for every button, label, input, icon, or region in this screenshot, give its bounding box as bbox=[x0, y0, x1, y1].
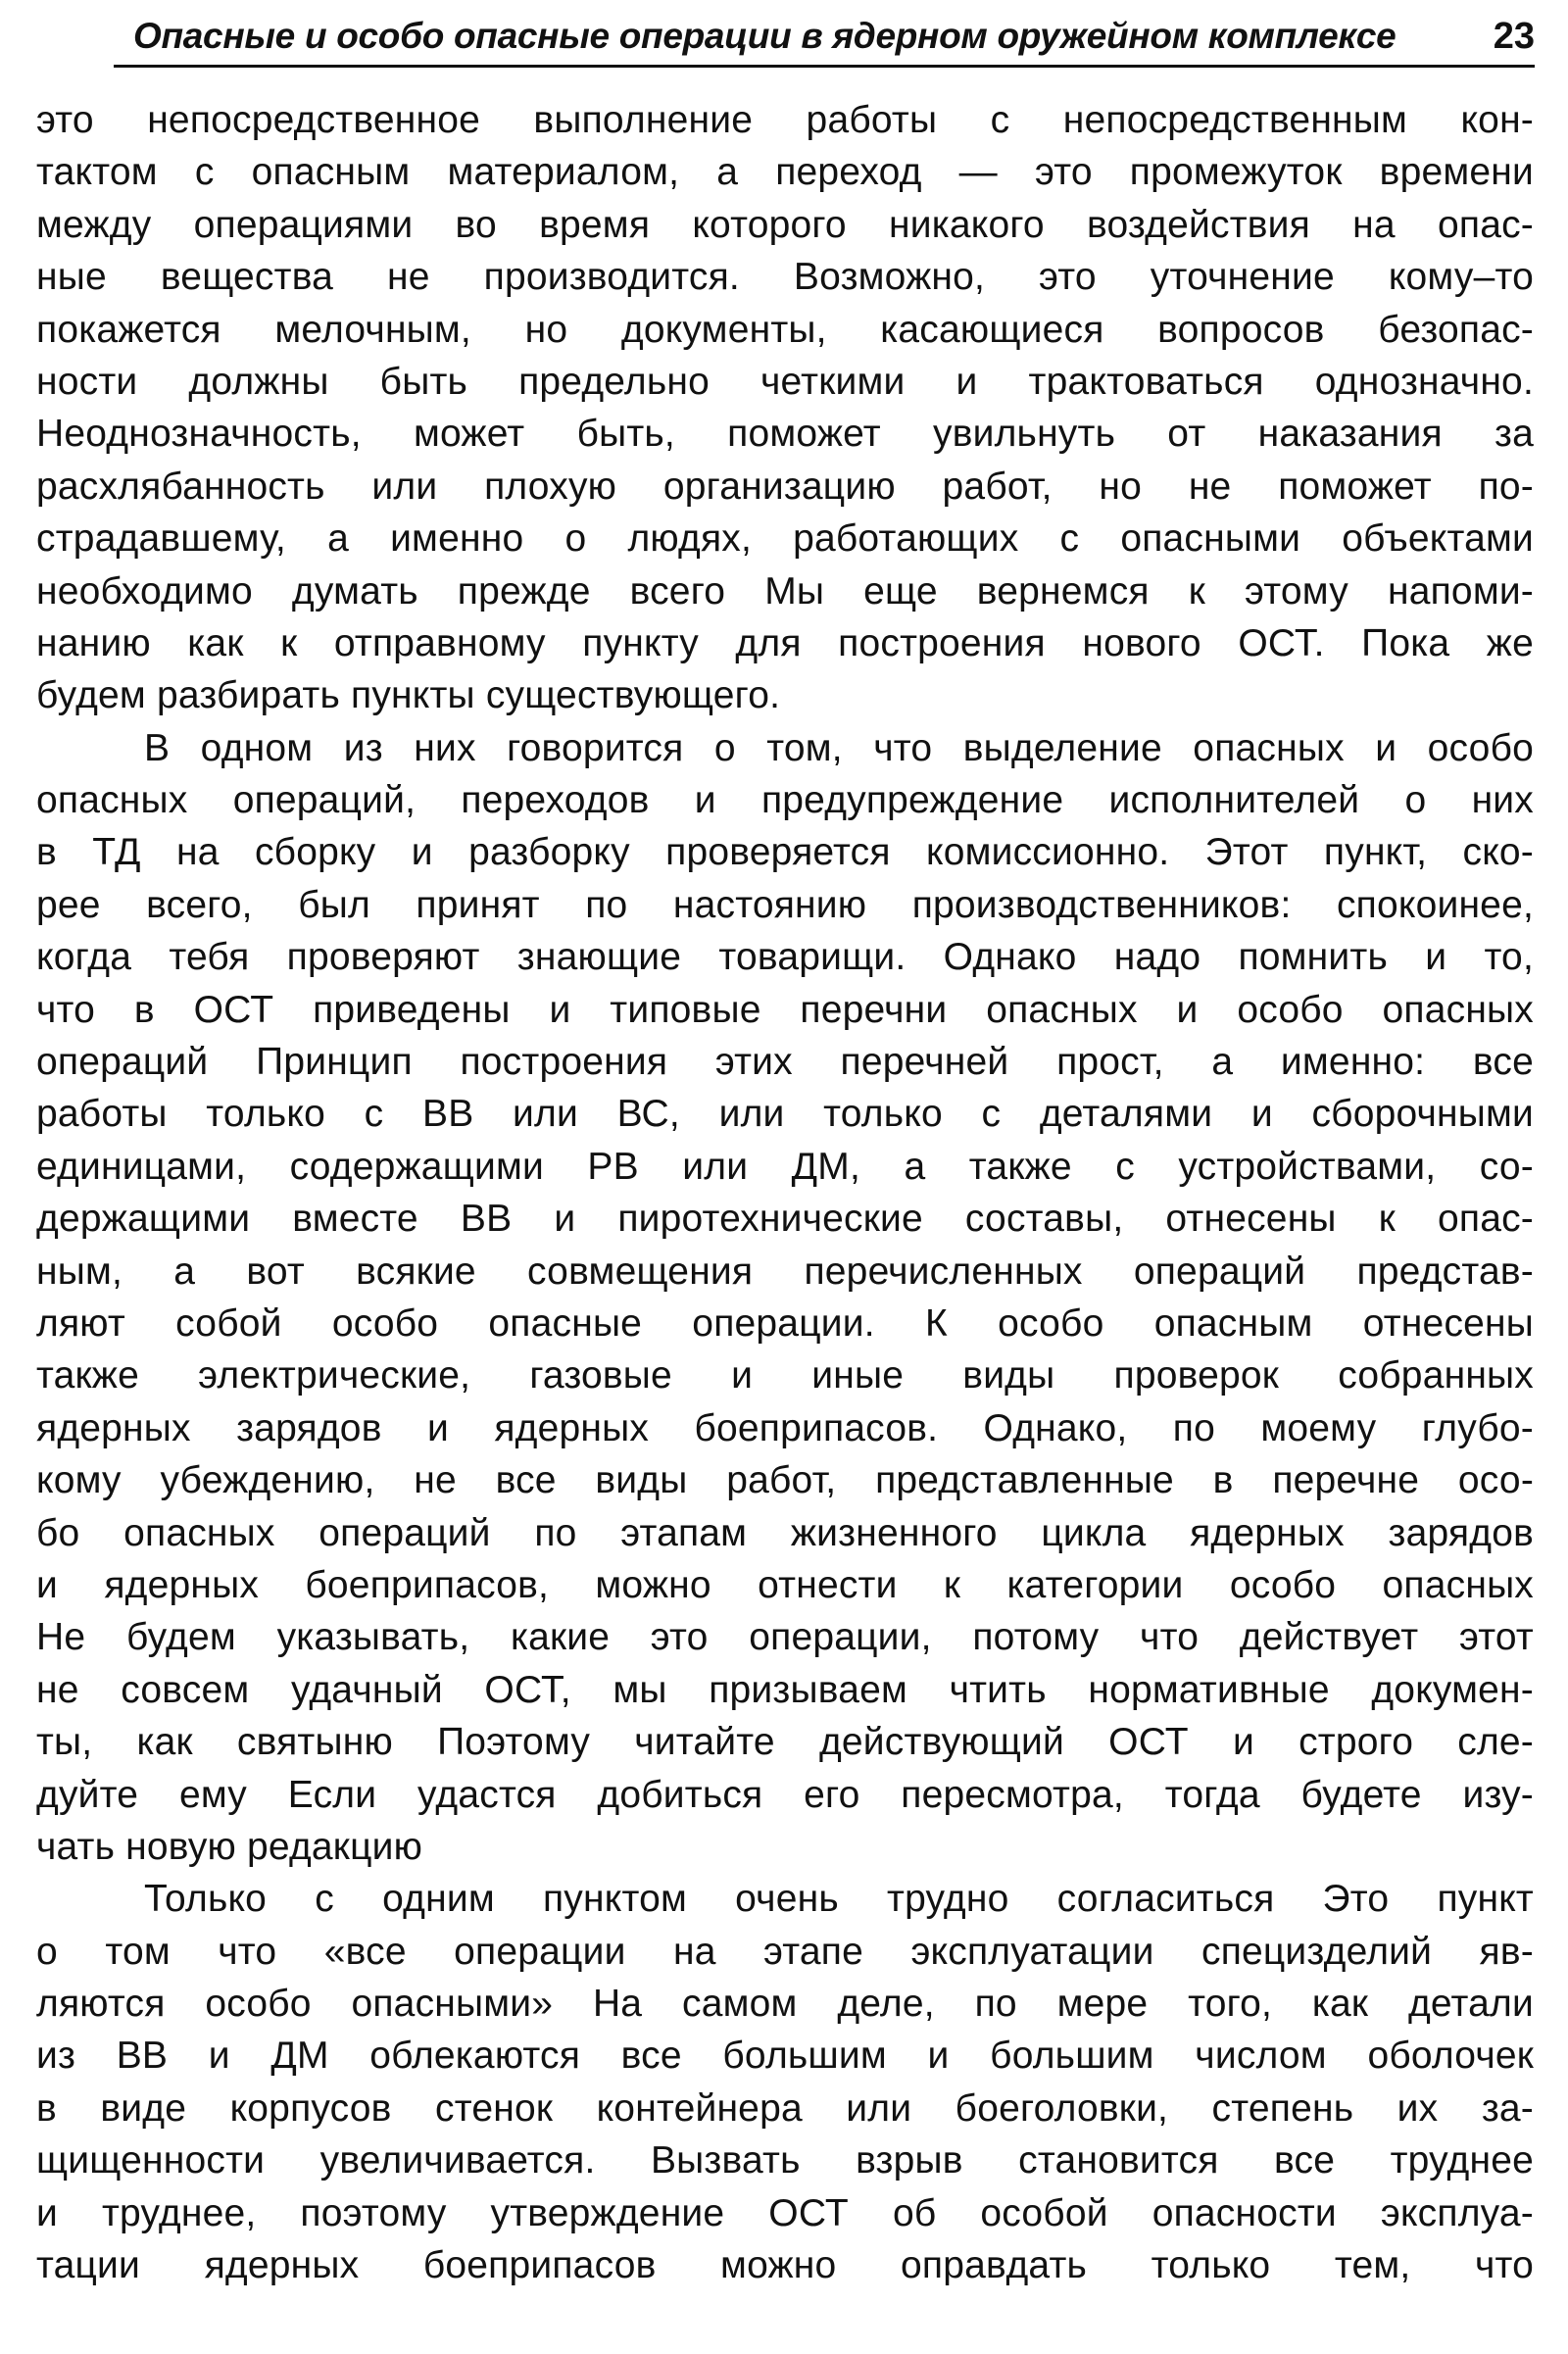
body-text bbox=[36, 94, 1534, 2291]
text-line: расхлябанность или плохую организацию работ, но не поможет по- bbox=[36, 465, 1534, 508]
text-line: чать новую редакцию bbox=[36, 1825, 423, 1868]
text-line: ляются особо опасными» На самом деле, по мере того, как детали bbox=[36, 1983, 1534, 2026]
page-number: 23 bbox=[1493, 16, 1535, 57]
text-line: когда тебя проверяют знающие товарищи. Однако надо помнить и то, bbox=[36, 936, 1534, 979]
text-line: Неоднозначность, может быть, поможет увильнуть от наказания за bbox=[36, 413, 1534, 456]
text-line: в ТД на сборку и разборку проверяется комиссионно. Этот пункт, ско- bbox=[36, 831, 1534, 874]
text-line: необходимо думать прежде всего Мы еще вернемся к этому напоми- bbox=[36, 569, 1534, 613]
text-line: работы только с ВВ или ВС, или только с деталями и сборочными bbox=[36, 1093, 1534, 1136]
text-line: Только с одним пунктом очень трудно согласиться Это пункт bbox=[144, 1878, 1534, 1921]
text-line: В одном из них говорится о том, что выделение опасных и особо bbox=[144, 726, 1534, 769]
text-line: бо опасных операций по этапам жизненного цикла ядерных зарядов bbox=[36, 1511, 1534, 1554]
text-line: покажется мелочным, но документы, касающиеся вопросов безопас- bbox=[36, 308, 1534, 351]
text-line: рее всего, был принят по настоянию производственников: спокоинее, bbox=[36, 883, 1534, 926]
text-line: ляют собой особо опасные операции. К особо опасным отнесены bbox=[36, 1301, 1534, 1345]
text-line: и ядерных боеприпасов, можно отнести к категории особо опасных bbox=[36, 1563, 1534, 1606]
text-line: ным, а вот всякие совмещения перечисленных операций представ- bbox=[36, 1250, 1534, 1293]
text-line: опасных операций, переходов и предупреждение исполнителей о них bbox=[36, 779, 1534, 822]
text-line: что в ОСТ приведены и типовые перечни опасных и особо опасных bbox=[36, 988, 1534, 1031]
text-line: операций Принцип построения этих перечней прост, а именно: все bbox=[36, 1041, 1534, 1084]
text-line: тации ядерных боеприпасов можно оправдать только тем, что bbox=[36, 2244, 1534, 2287]
text-line: дуйте ему Если удастся добиться его пересмотра, тогда будете изу- bbox=[36, 1773, 1534, 1816]
text-line: будем разбирать пункты существующего. bbox=[36, 674, 781, 717]
text-line: держащими вместе ВВ и пиротехнические составы, отнесены к опас- bbox=[36, 1198, 1534, 1241]
text-line: и труднее, поэтому утверждение ОСТ об особой опасности эксплуа- bbox=[36, 2191, 1534, 2234]
text-line: в виде корпусов стенок контейнера или боеголовки, степень их за- bbox=[36, 2086, 1534, 2130]
text-line: Не будем указывать, какие это операции, потому что действует этот bbox=[36, 1616, 1534, 1659]
text-line: о том что «все операции на этапе эксплуатации специзделий яв- bbox=[36, 1930, 1534, 1973]
text-line: нанию как к отправному пункту для построения нового ОСТ. Пока же bbox=[36, 621, 1534, 664]
text-line: из ВВ и ДМ облекаются все большим и большим числом оболочек bbox=[36, 2035, 1534, 2078]
text-line: тактом с опасным материалом, а переход — это промежуток времени bbox=[36, 151, 1534, 194]
text-line: кому убеждению, не все виды работ, представленные в перечне осо- bbox=[36, 1459, 1534, 1502]
running-header-title: Опасные и особо опасные операции в ядерном оружейном комплексе bbox=[133, 16, 1396, 56]
text-line: также электрические, газовые и иные виды проверок собранных bbox=[36, 1354, 1534, 1398]
running-header bbox=[114, 14, 1535, 68]
text-line: ности должны быть предельно четкими и трактоваться однозначно. bbox=[36, 360, 1534, 403]
text-line: это непосредственное выполнение работы с непосредственным кон- bbox=[36, 99, 1534, 141]
text-line: не совсем удачный ОСТ, мы призываем чтить нормативные докумен- bbox=[36, 1668, 1534, 1711]
text-line: страдавшему, а именно о людях, работающих с опасными объектами bbox=[36, 517, 1534, 561]
text-line: ядерных зарядов и ядерных боеприпасов. Однако, по моему глубо- bbox=[36, 1406, 1534, 1449]
text-line: ты, как святыню Поэтому читайте действующий ОСТ и строго сле- bbox=[36, 1721, 1534, 1764]
text-line: ные вещества не производится. Возможно, это уточнение кому–то bbox=[36, 256, 1534, 299]
text-line: между операциями во время которого никакого воздействия на опас- bbox=[36, 203, 1534, 246]
text-line: единицами, содержащими РВ или ДМ, а также с устройствами, со- bbox=[36, 1145, 1534, 1188]
text-line: щищенности увеличивается. Вызвать взрыв становится все труднее bbox=[36, 2139, 1534, 2182]
